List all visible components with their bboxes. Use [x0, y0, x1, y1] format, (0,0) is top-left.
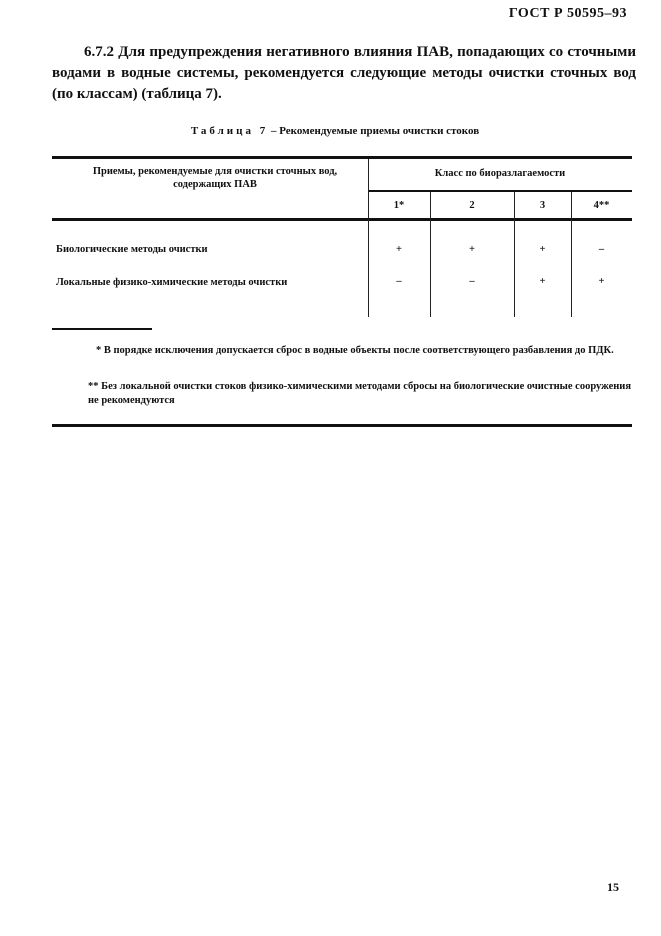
- table-vline-1: [368, 159, 369, 317]
- footnote-2-text: Без локальной очистки стоков физико-химическими методами сбросы на биологические очистные сооружения не рекомендуются: [88, 381, 632, 406]
- table-caption-text: – Рекомендуемые приемы очистки стоков: [268, 125, 480, 137]
- footnote-separator: [52, 328, 152, 330]
- table-caption: [50, 125, 620, 137]
- row-1-class-2: +: [469, 244, 475, 255]
- paragraph-text: Для предупреждения негативного влияния ПАВ, попадающих со сточными водами в водные системы, рекомендуется следующие методы очистки сточных вод (по классам) (таблица 7).: [52, 44, 637, 102]
- table-group-header: Класс по биоразлагаемости: [434, 168, 566, 179]
- table-col1-header: Приемы, рекомендуемые для очистки сточных вод, содержащих ПАВ: [92, 166, 338, 190]
- class-2-header: 2: [469, 200, 475, 211]
- footnote-1: [52, 344, 632, 358]
- footnote-2: [52, 380, 632, 408]
- footnote-1-mark: *: [96, 345, 102, 356]
- paragraph-6-7-2: [52, 42, 636, 105]
- row-1-class-4: –: [598, 244, 605, 255]
- row-2-class-4: +: [598, 276, 605, 287]
- table-caption-label: Таблица 7: [190, 125, 269, 137]
- row-1-class-1: +: [396, 244, 402, 255]
- footnote-1-text: В порядке исключения допускается сброс в водные объекты после соответствующего разбавления до ПДК.: [103, 345, 614, 356]
- row-2-class-3: +: [539, 276, 546, 287]
- footnote-2-mark: **: [88, 381, 99, 392]
- row-2-class-2: –: [469, 276, 475, 287]
- table-header-bottom-rule: [52, 218, 632, 221]
- standard-header: ГОСТ Р 50595–93: [508, 6, 627, 21]
- row-1-label: Биологические методы очистки: [56, 244, 208, 255]
- page-number: 15: [607, 880, 619, 894]
- class-3-header: 3: [539, 200, 546, 211]
- row-2-class-1: –: [396, 276, 402, 287]
- row-2-label: Локальные физико-химические методы очистки: [56, 277, 288, 288]
- table-group-rule: [368, 190, 632, 192]
- row-1-class-3: +: [539, 244, 546, 255]
- paragraph-number: 6.7.2: [84, 44, 114, 60]
- class-4-header: 4**: [593, 200, 610, 211]
- table-top-rule: [52, 156, 632, 159]
- table-bottom-rule: [52, 424, 632, 427]
- class-1-header: 1*: [393, 200, 405, 211]
